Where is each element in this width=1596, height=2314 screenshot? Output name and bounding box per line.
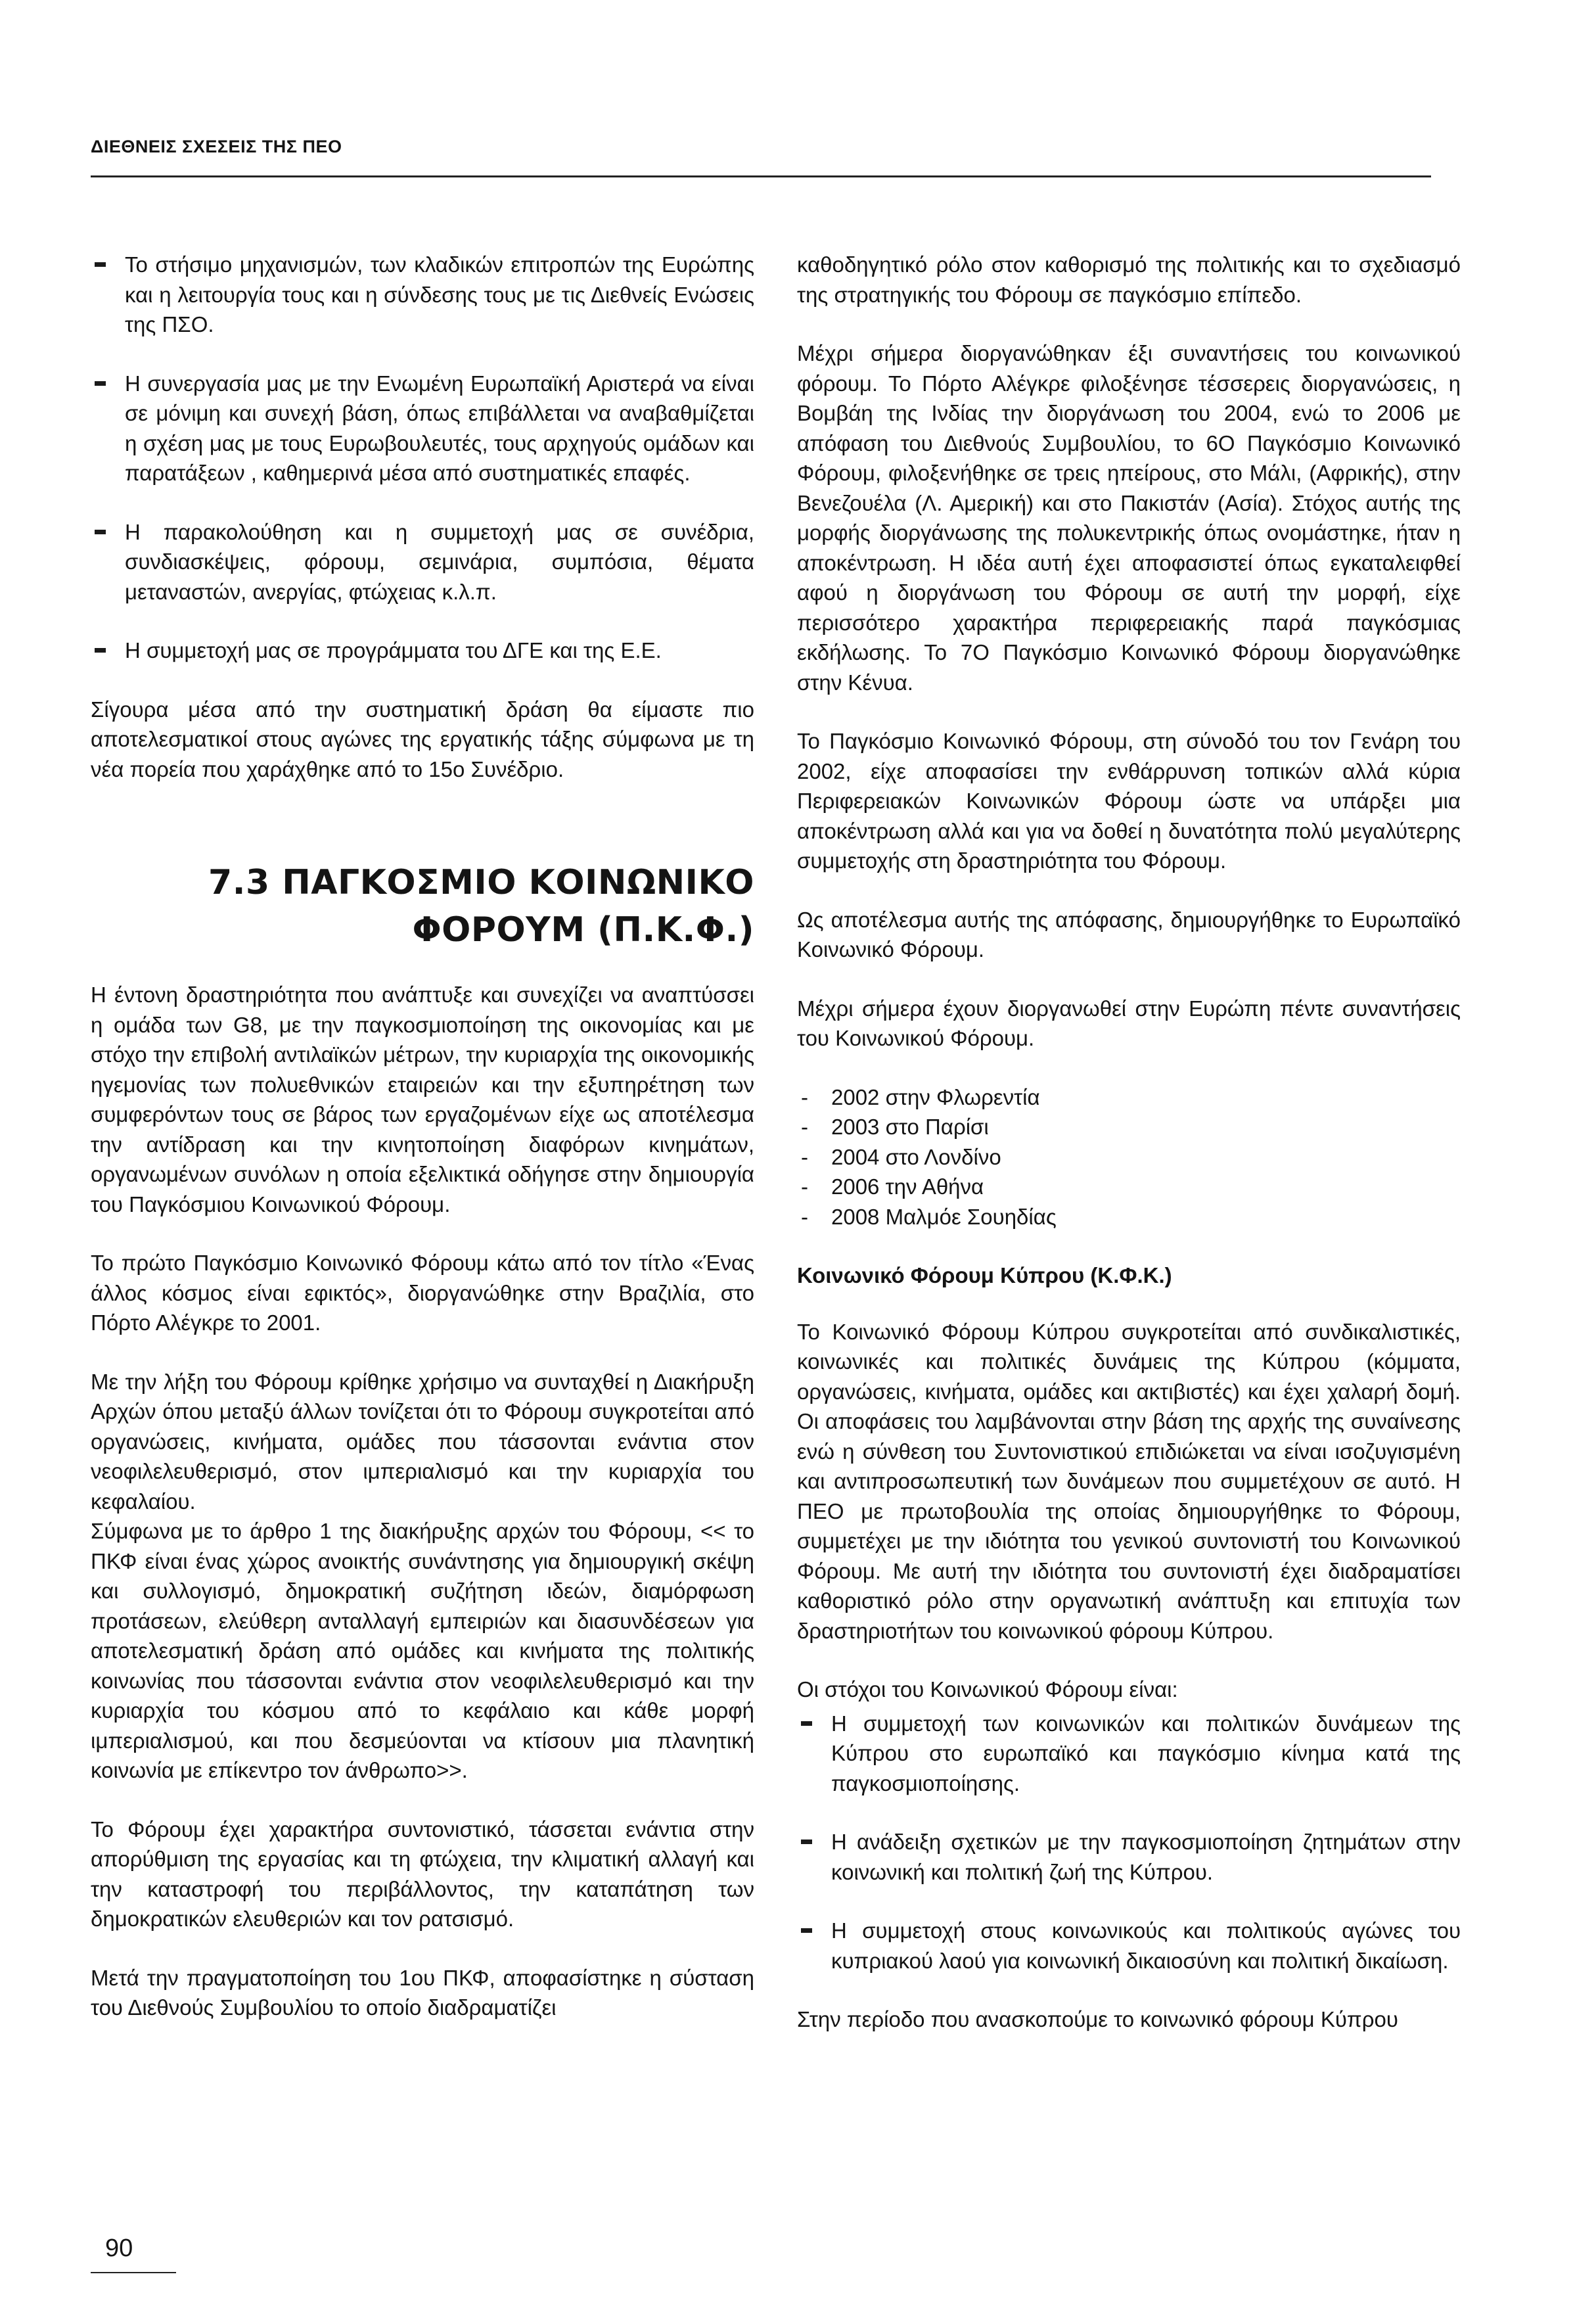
goal-item: Η συμμετοχή στους κοινωνικούς και πολιτικούς αγώνες του κυπριακού λαού για κοινωνική δικαιοσύνη και πολιτική δικαίωση. <box>797 1916 1461 1976</box>
bullet-item: Η παρακολούθηση και η συμμετοχή μας σε συνέδρια, συνδιασκέψεις, φόρουμ, σεμινάρια, συμπόσια, θέματα μεταναστών, ανεργίας, φτώχειας κ.λ.π. <box>91 517 754 607</box>
paragraph-g8: Η έντονη δραστηριότητα που ανάπτυξε και συνεχίζει να αναπτύσσει η ομάδα των G8, με την παγκοσμιοποίηση της οικονομίας και με στόχο την επιβολή αντιλαϊκών μέτρων, την κυριαρχία της οικονομικής ηγεμονίας των πολυεθνικών εταιρειών και την εξυπηρέτηση των συμφερόντων τους σε βάρος των εργαζομένων είχε ως αποτέλεσμα την αντίδραση και την κινητοποίηση διαφόρων κινημάτων, οργανωμένων συνόλων η οποία εξελικτικά οδήγησε στην δημιουργία του Παγκόσμιου Κοινωνικού Φόρουμ. <box>91 983 754 1216</box>
page-number: 90 <box>105 2234 133 2262</box>
section-title <box>91 859 754 954</box>
participation-bullet-list <box>91 250 754 666</box>
cyprus-forum-subheading: Κοινωνικό Φόρουμ Κύπρου (Κ.Φ.Κ.) <box>797 1263 1172 1287</box>
paragraph-declaration: Με την λήξη του Φόρουμ κρίθηκε χρήσιμο να συνταχθεί η Διακήρυξη Αρχών όπου μεταξύ άλλων τονίζεται ότι το Φόρουμ συγκροτείται από οργανώσεις, κινήματα, ομάδες που τάσσονται ενάντια στον νεοφιλελευθερισμό, στον ιμπεριαλισμό και την κυριαρχία του κεφαλαίου. <box>91 1369 754 1514</box>
paragraph-meetings: Μέχρι σήμερα διοργανώθηκαν έξι συναντήσεις του κοινωνικού φόρουμ. Το Πόρτο Αλέγκρε φιλοξένησε τέσσερεις διοργανώσεις, η Βομβάη της Ινδίας την διοργάνωση του 2004, ενώ το 2006 με απόφαση του Διεθνούς Συμβουλίου, το 6Ο Παγκόσμιο Κοινωνικό Φόρουμ, φιλοξενήθηκε σε τρεις ηπείρους, στο Μάλι, (Αφρικής), στην Βενεζουέλα (Λ. Αμερική) και στο Πακιστάν (Ασία). Στόχος αυτής της μορφής διοργάνωσης της πολυκεντρικής όπως ονομάστηκε, ήταν η αποκέντρωση. Η ιδέα αυτή έχει αποφασιστεί όπως εγκαταλειφθεί αφού η διοργάνωση του Φόρουμ σε αυτή την μορφή, είχε περισσότερο χαρακτήρα περιφερειακής παρά παγκόσμιας εκδήλωσης. Το 7Ο Παγκόσμιο Κοινωνικό Φόρουμ διοργανώθηκε στην Κένυα. <box>797 341 1461 695</box>
event-item: - 2006 την Αθήνα <box>797 1172 1461 1202</box>
paragraph-international-council: Μετά την πραγματοποίηση του 1ου ΠΚΦ, αποφασίστηκε η σύσταση του Διεθνούς Συμβουλίου το οποίο διαδραματίζει <box>91 1965 754 2020</box>
running-header: ΔΙΕΘΝΕΙΣ ΣΧΕΣΕΙΣ ΤΗΣ ΠΕΟ <box>91 137 342 156</box>
european-forum-events-list <box>797 1082 1461 1232</box>
event-item: - 2004 στο Λονδίνο <box>797 1142 1461 1172</box>
event-item: - 2002 στην Φλωρεντία <box>797 1082 1461 1113</box>
paragraph-article-1: Σύμφωνα με το άρθρο 1 της διακήρυξης αρχών του Φόρουμ, << το ΠΚΦ είναι ένας χώρος ανοικτής συνάντησης για δημιουργική σκέψη και συλλογισμό, δημοκρατική συζήτηση ιδεών, διαμόρφωση προτάσεων, ελεύθερη ανταλλαγή εμπειριών και διασυνδέσεων για αποτελεσματική δράση από ομάδες και κινήματα της πολιτικής κοινωνίας που τάσσονται ενάντια στον νεοφιλελευθερισμό και την κυριαρχία του κόσμου από το κεφάλαιο και κάθε μορφή ιμπεριαλισμού, και που δεσμεύονται να κτίσουν μια πλανητική κοινωνία με επίκεντρο τον άνθρωπο>>. <box>91 1519 754 1782</box>
bullet-item: Το στήσιμο μηχανισμών, των κλαδικών επιτροπών της Ευρώπης και η λειτουργία τους και η σύνδεσης τους με τις Διεθνείς Ενώσεις της ΠΣΟ. <box>91 250 754 340</box>
paragraph-first-forum: Το πρώτο Παγκόσμιο Κοινωνικό Φόρουμ κάτω από τον τίτλο «Ένας άλλος κόσμος είναι εφικτός», διοργανώθηκε στην Βραζιλία, στο Πόρτο Αλέγκρε το 2001. <box>91 1251 754 1335</box>
paragraph-european-forum: Ως αποτέλεσμα αυτής της απόφασης, δημιουργήθηκε το Ευρωπαϊκό Κοινωνικό Φόρουμ. <box>797 907 1461 961</box>
bullet-item: Η συνεργασία μας με την Ενωμένη Ευρωπαϊκή Αριστερά να είναι σε μόνιμη και συνεχή βάση, όπως επιβάλλεται να αναβαθμίζεται η σχέση μας με τους Ευρωβουλευτές, τους αρχηγούς ομάδων και παρατάξεων , καθημερινά μέσα από συστηματικές επαφές. <box>91 369 754 488</box>
left-column <box>91 250 754 2052</box>
paragraph-guiding-role: καθοδηγητικό ρόλο στον καθορισμό της πολιτικής και το σχεδιασμό της στρατηγικής του Φόρουμ σε παγκόσμιο επίπεδο. <box>797 252 1461 307</box>
section-title-line-2: ΦΟΡΟΥΜ (Π.Κ.Φ.) <box>412 910 754 950</box>
bullet-item: Η συμμετοχή μας σε προγράμματα του ΔΓΕ και της Ε.Ε. <box>91 636 754 666</box>
paragraph-2002-session: Το Παγκόσμιο Κοινωνικό Φόρουμ, στη σύνοδό του τον Γενάρη του 2002, είχε αποφασίσει την ενθάρρυνση τοπικών αλλά κύρια Περιφερειακών Κοινωνικών Φόρουμ ώστε να υπάρξει μια αποκέντρωση αλλά και για να δοθεί η δυνατότητα πολύ μεγαλύτερης συμμετοχής στη δραστηριότητα του Φόρουμ. <box>797 729 1461 873</box>
paragraph-coordinating-role: Το Φόρουμ έχει χαρακτήρα συντονιστικό, τάσσεται ενάντια στην απορύθμιση της εργασίας και τη φτώχεια, την κλιματική αλλαγή και την καταστροφή του περιβάλλοντος, την καταπάτηση των δημοκρατικών ελευθεριών και τον ρατσισμό. <box>91 1816 754 1931</box>
section-title-line-1: 7.3 ΠΑΓΚΟΣΜΙΟ ΚΟΙΝΩΝΙΚΟ <box>208 863 754 902</box>
page-number-rule <box>91 2272 176 2273</box>
goals-intro: Οι στόχοι του Κοινωνικού Φόρουμ είναι: <box>797 1677 1178 1701</box>
goals-bullet-list <box>797 1709 1461 1976</box>
event-item: - 2003 στο Παρίσι <box>797 1112 1461 1142</box>
header-rule <box>91 175 1431 177</box>
paragraph-review-period: Στην περίοδο που ανασκοπούμε το κοινωνικό φόρουμ Κύπρου <box>797 2007 1398 2031</box>
event-item: - 2008 Μαλμόε Σουηδίας <box>797 1202 1461 1232</box>
goal-item: Η συμμετοχή των κοινωνικών και πολιτικών δυνάμεων της Κύπρου στο ευρωπαϊκό και παγκόσμιο κίνημα κατά της παγκοσμιοποίησης. <box>797 1709 1461 1799</box>
right-column <box>797 250 1461 2064</box>
goal-item: Η ανάδειξη σχετικών με την παγκοσμιοποίηση ζητημάτων στην κοινωνική και πολιτική ζωή της Κύπρου. <box>797 1827 1461 1887</box>
paragraph-europe-meetings: Μέχρι σήμερα έχουν διοργανωθεί στην Ευρώπη πέντε συναντήσεις του Κοινωνικού Φόρουμ. <box>797 996 1461 1050</box>
paragraph-cyprus-forum: Το Κοινωνικό Φόρουμ Κύπρου συγκροτείται από συνδικαλιστικές, κοινωνικές και πολιτικές δυνάμεις της Κύπρου (κόμματα, οργανώσεις, κινήματα, ομάδες και ακτιβιστές) και έχει χαλαρή δομή. Οι αποφάσεις του λαμβάνονται στην βάση της αρχής της συναίνεσης ενώ η σύνθεση του Συντονιστικού επιδιώκεται να είναι ισοζυγισμένη και αντιπροσωπευτική των δυνάμεων που συμμετέχουν σε αυτό. Η ΠΕΟ με πρωτοβουλία της οποίας δημιουργήθηκε το Φόρουμ, συμμετέχει με την ιδιότητα του γενικού συντονιστή του Κοινωνικού Φόρουμ. Με αυτή την ιδιότητα του συντονιστή έχει διαδραματίσει καθοριστικό ρόλο στην οργανωτική ανάπτυξη και επιτυχία των δραστηριοτήτων του κοινωνικού φόρουμ Κύπρου. <box>797 1319 1461 1643</box>
closing-paragraph: Σίγουρα μέσα από την συστηματική δράση θα είμαστε πιο αποτελεσματικοί στους αγώνες της εργατικής τάξης σύμφωνα με τη νέα πορεία που χαράχθηκε από το 15ο Συνέδριο. <box>91 697 754 781</box>
